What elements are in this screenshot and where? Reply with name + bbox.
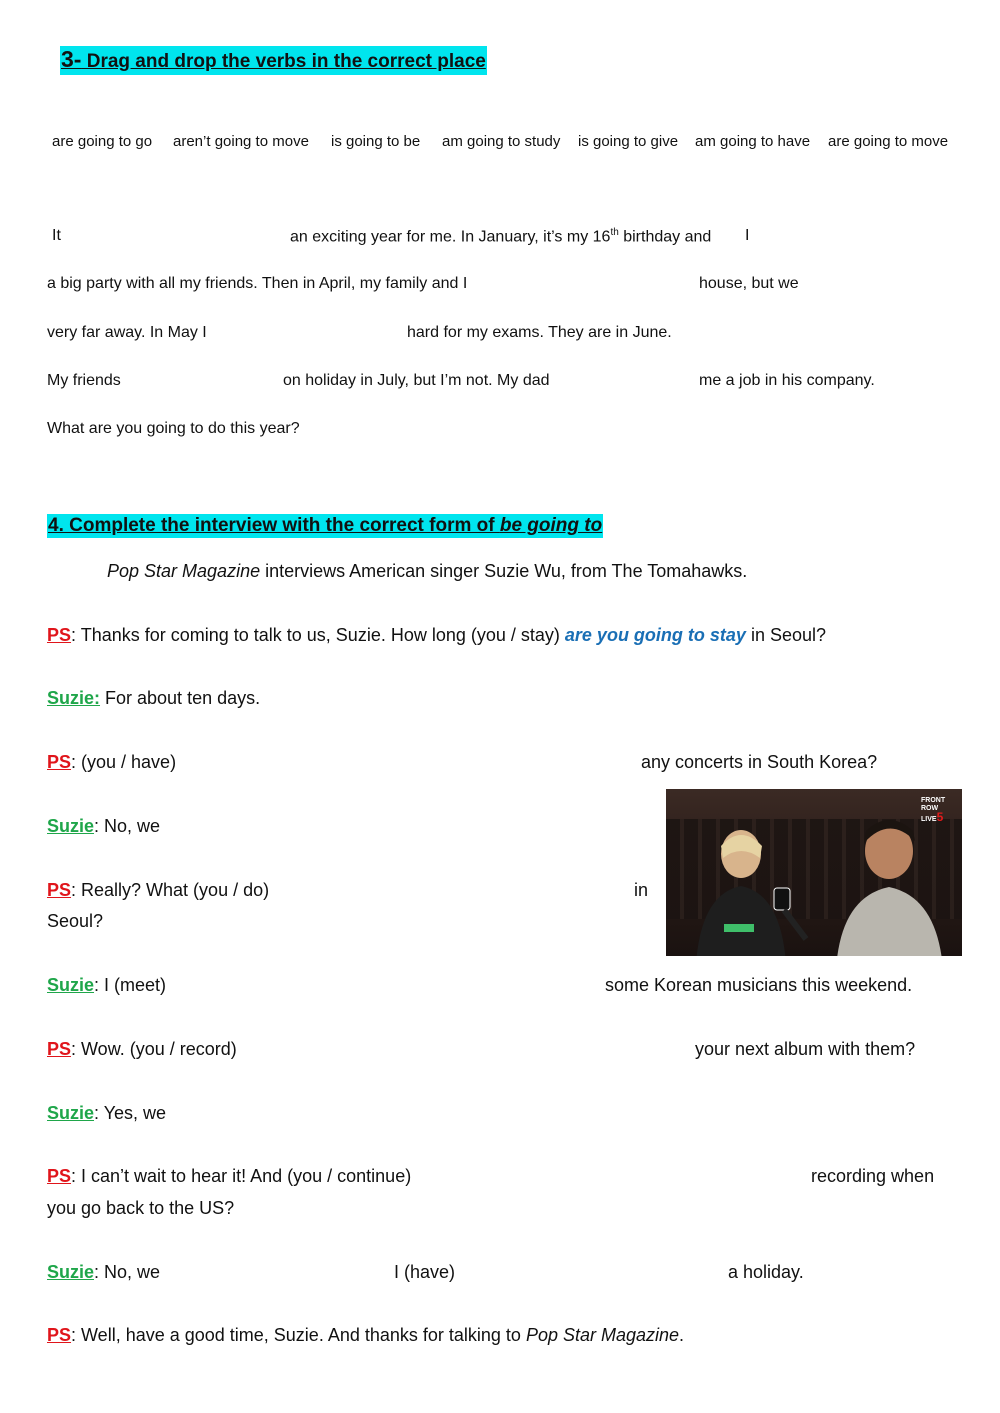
text-fragment: My friends [47,372,121,389]
interviewer-figure [831,809,946,956]
dialogue-line: Suzie: No, we [47,1262,161,1282]
word-bank-item[interactable]: is going to give [578,133,679,150]
text-fragment: me a job in his company. [699,372,875,389]
dialogue-line: Suzie: I (meet) [47,975,167,995]
dialogue-line: Suzie: Yes, we [47,1103,167,1123]
text-fragment: some Korean musicians this weekend. [605,975,913,995]
text-fragment: any concerts in South Korea? [641,752,878,772]
text-fragment: I (have) [394,1262,456,1282]
dialogue-line: Suzie: No, we [47,816,161,836]
text-fragment: you go back to the US? [47,1198,235,1218]
microphone-icon [766,884,821,944]
dialogue-line: PS: Thanks for coming to talk to us, Suzie. How long (you / stay) are you going to stay in Seoul? [47,625,826,645]
text-fragment: hard for my exams. They are in June. [407,324,672,341]
dialogue-line: Suzie: For about ten days. [47,688,261,708]
word-bank-item[interactable]: is going to be [331,133,421,150]
text-fragment: an exciting year for me. In January, it’s my 16th birthday and [290,227,712,246]
word-bank-item[interactable]: am going to have [695,133,811,150]
dialogue-line: PS: Well, have a good time, Suzie. And thanks for talking to Pop Star Magazine. [47,1325,685,1345]
dialogue-line: PS: Wow. (you / record) [47,1039,237,1059]
text-fragment: I [745,227,750,244]
text-fragment: on holiday in July, but I’m not. My dad [283,372,550,389]
intro-text: Pop Star Magazine interviews American singer Suzie Wu, from The Tomahawks. [107,561,748,581]
text-fragment: very far away. In May I [47,324,207,341]
section-3-heading: 3- Drag and drop the verbs in the correct place [60,46,487,75]
text-fragment: recording when [811,1166,935,1186]
text-fragment: What are you going to do this year? [47,420,300,437]
section-4-heading: 4. Complete the interview with the correct form of be going to [48,515,603,536]
text-fragment: a holiday. [728,1262,804,1282]
text-fragment: your next album with them? [695,1039,916,1059]
text-fragment: house, but we [699,275,799,292]
text-fragment: a big party with all my friends. Then in April, my family and I [47,275,468,292]
interview-photo [666,789,962,956]
word-bank-item[interactable]: are going to go [52,133,153,150]
text-fragment: in [634,880,649,900]
word-bank-item[interactable]: are going to move [828,133,949,150]
dialogue-line: PS: (you / have) [47,752,177,772]
dialogue-line: PS: I can’t wait to hear it! And (you / continue) [47,1166,412,1186]
text-fragment: Seoul? [47,911,104,931]
dialogue-line: PS: Really? What (you / do) [47,880,270,900]
word-bank-item[interactable]: am going to study [442,133,561,150]
text-fragment: It [52,227,61,244]
word-bank-item[interactable]: aren’t going to move [173,133,309,150]
tv-logo: FRONT ROW LIVE5 [921,797,946,824]
